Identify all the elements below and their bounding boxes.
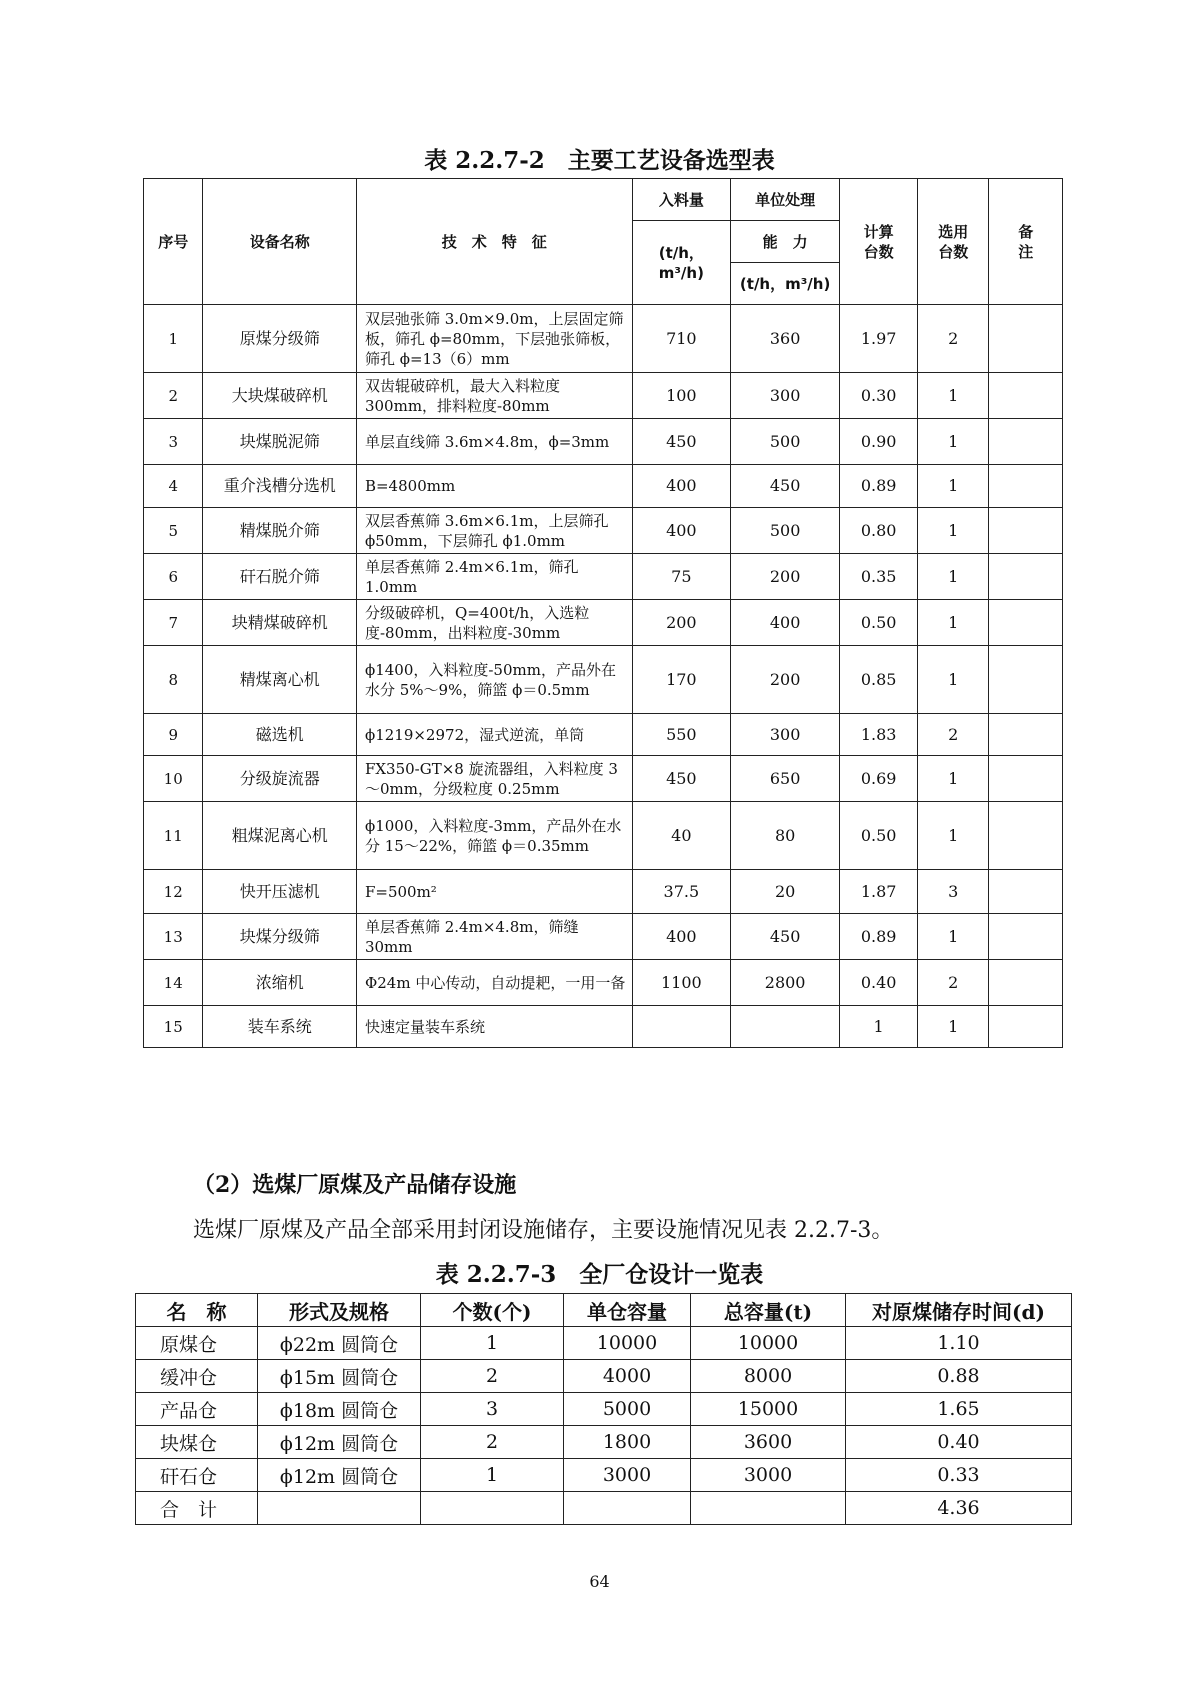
bunker-unit-capacity: 5000: [564, 1393, 691, 1426]
table-row: [144, 373, 1063, 419]
header-feed-unit-line2: m³/h): [658, 263, 704, 282]
bunker-spec: ϕ22m 圆筒仓: [258, 1327, 421, 1360]
tech-features: 单层香蕉筛 2.4m×6.1m，筛孔1.0mm: [356, 554, 632, 600]
remark: [989, 714, 1063, 756]
feed-rate: 75: [632, 554, 730, 600]
equipment-name: 块煤分级筛: [203, 914, 357, 960]
equipment-name: 重介浅槽分选机: [203, 465, 357, 508]
t2-header-total-capacity: 总容量(t): [691, 1294, 846, 1327]
equipment-name: 磁选机: [203, 714, 357, 756]
tech-features: 单层香蕉筛 2.4m×4.8m，筛缝30mm: [356, 914, 632, 960]
selected-units: 3: [918, 870, 989, 914]
t2-header-count: 个数(个): [421, 1294, 564, 1327]
feed-rate: 710: [632, 305, 730, 373]
storage-days: 4.36: [846, 1492, 1072, 1525]
header-capacity-unit: (t/h，m³/h): [731, 263, 840, 305]
tech-features: B=4800mm: [356, 465, 632, 508]
header-tech-features: 技 术 特 征: [356, 179, 632, 305]
remark: [989, 600, 1063, 646]
row-number: 14: [144, 960, 203, 1006]
selected-units: 2: [918, 960, 989, 1006]
unit-capacity: 450: [731, 465, 840, 508]
bunker-name: 产品仓: [136, 1393, 258, 1426]
unit-capacity: 450: [731, 914, 840, 960]
bunker-unit-capacity: 1800: [564, 1426, 691, 1459]
calculated-units: 1.97: [840, 305, 918, 373]
table-row: [144, 960, 1063, 1006]
selected-units: 1: [918, 508, 989, 554]
table-caption-2: 表 2.2.7-3 全厂仓设计一览表: [435, 1261, 764, 1288]
calculated-units: 1: [840, 1006, 918, 1048]
remark: [989, 802, 1063, 870]
tech-features: ϕ1000，入料粒度-3mm，产品外在水分 15～22%，筛篮 ϕ＝0.35mm: [356, 802, 632, 870]
remark: [989, 508, 1063, 554]
page-number: 64: [589, 1572, 610, 1591]
t2-header-spec: 形式及规格: [258, 1294, 421, 1327]
calculated-units: 0.40: [840, 960, 918, 1006]
tech-features: 双层弛张筛 3.0m×9.0m，上层固定筛板，筛孔 ϕ=80mm，下层弛张筛板，筛孔 ϕ=13（6）mm: [356, 305, 632, 373]
calculated-units: 0.89: [840, 465, 918, 508]
bunker-name: 合 计: [136, 1492, 258, 1525]
remark: [989, 305, 1063, 373]
selected-units: 2: [918, 714, 989, 756]
t2-header-unit-capacity: 单仓容量: [564, 1294, 691, 1327]
remark: [989, 914, 1063, 960]
tech-features: 快速定量装车系统: [356, 1006, 632, 1048]
selected-units: 2: [918, 305, 989, 373]
table-row: [144, 646, 1063, 714]
table-row: [144, 554, 1063, 600]
remark: [989, 465, 1063, 508]
table-row: [144, 305, 1063, 373]
selected-units: 1: [918, 756, 989, 802]
unit-capacity: 500: [731, 508, 840, 554]
bunker-spec: [258, 1492, 421, 1525]
bunker-count: 2: [421, 1360, 564, 1393]
feed-rate: 200: [632, 600, 730, 646]
header-calc-units-text: 计算台数: [863, 222, 894, 261]
unit-capacity: 200: [731, 646, 840, 714]
equipment-name: 矸石脱介筛: [203, 554, 357, 600]
equipment-name: 原煤分级筛: [203, 305, 357, 373]
section-paragraph: 选煤厂原煤及产品全部采用封闭设施储存，主要设施情况见表 2.2.7-3。: [193, 1218, 894, 1243]
row-number: 6: [144, 554, 203, 600]
calculated-units: 0.50: [840, 600, 918, 646]
equipment-name: 快开压滤机: [203, 870, 357, 914]
t2-header-storage-days: 对原煤储存时间(d): [846, 1294, 1072, 1327]
selected-units: 1: [918, 465, 989, 508]
bunker-name: 矸石仓: [136, 1459, 258, 1492]
selected-units: 1: [918, 373, 989, 419]
storage-days: 0.40: [846, 1426, 1072, 1459]
feed-rate: 450: [632, 419, 730, 465]
bunker-spec: ϕ18m 圆筒仓: [258, 1393, 421, 1426]
equipment-selection-table: [143, 178, 1063, 1048]
storage-days: 1.65: [846, 1393, 1072, 1426]
remark: [989, 960, 1063, 1006]
remark: [989, 756, 1063, 802]
tech-features: F=500m²: [356, 870, 632, 914]
feed-rate: 1100: [632, 960, 730, 1006]
tech-features: 分级破碎机，Q=400t/h，入选粒度-80mm，出料粒度-30mm: [356, 600, 632, 646]
unit-capacity: 300: [731, 373, 840, 419]
bunker-unit-capacity: 3000: [564, 1459, 691, 1492]
calculated-units: 1.87: [840, 870, 918, 914]
unit-capacity: 2800: [731, 960, 840, 1006]
calculated-units: 0.35: [840, 554, 918, 600]
storage-days: 0.33: [846, 1459, 1072, 1492]
bunker-name: 原煤仓: [136, 1327, 258, 1360]
section-heading: （2）选煤厂原煤及产品储存设施: [193, 1172, 517, 1198]
selected-units: 1: [918, 419, 989, 465]
selected-units: 1: [918, 802, 989, 870]
remark: [989, 554, 1063, 600]
table-row: [144, 870, 1063, 914]
equipment-name: 块精煤破碎机: [203, 600, 357, 646]
remark: [989, 870, 1063, 914]
header-feed: 入料量: [632, 179, 730, 221]
row-number: 2: [144, 373, 203, 419]
table-row: [144, 465, 1063, 508]
bunker-total-capacity: 8000: [691, 1360, 846, 1393]
bunker-spec: ϕ12m 圆筒仓: [258, 1459, 421, 1492]
feed-rate: 100: [632, 373, 730, 419]
table-row: [136, 1393, 1072, 1426]
bunker-unit-capacity: [564, 1492, 691, 1525]
row-number: 9: [144, 714, 203, 756]
equipment-name: 精煤脱介筛: [203, 508, 357, 554]
tech-features: 双层香蕉筛 3.6m×6.1m，上层筛孔 ϕ50mm，下层筛孔 ϕ1.0mm: [356, 508, 632, 554]
header-remark: [989, 179, 1063, 305]
row-number: 13: [144, 914, 203, 960]
table-row: [144, 802, 1063, 870]
feed-rate: 40: [632, 802, 730, 870]
unit-capacity: 400: [731, 600, 840, 646]
calculated-units: 0.89: [840, 914, 918, 960]
row-number: 4: [144, 465, 203, 508]
remark: [989, 373, 1063, 419]
row-number: 3: [144, 419, 203, 465]
equipment-name: 块煤脱泥筛: [203, 419, 357, 465]
feed-rate: 400: [632, 465, 730, 508]
bunker-name: 块煤仓: [136, 1426, 258, 1459]
bunker-name: 缓冲仓: [136, 1360, 258, 1393]
header-selected-units-text: 选用台数: [938, 222, 969, 261]
table-row: [144, 508, 1063, 554]
feed-rate: 400: [632, 914, 730, 960]
feed-rate: 400: [632, 508, 730, 554]
unit-capacity: 80: [731, 802, 840, 870]
row-number: 12: [144, 870, 203, 914]
tech-features: FX350-GT×8 旋流器组，入料粒度 3～0mm，分级粒度 0.25mm: [356, 756, 632, 802]
header-equipment-name: 设备名称: [203, 179, 357, 305]
unit-capacity: [731, 1006, 840, 1048]
bunker-total-capacity: 3600: [691, 1426, 846, 1459]
row-number: 10: [144, 756, 203, 802]
bunker-count: 1: [421, 1327, 564, 1360]
bunker-total-capacity: 10000: [691, 1327, 846, 1360]
tech-features: ϕ1219×2972，湿式逆流，单筒: [356, 714, 632, 756]
storage-days: 1.10: [846, 1327, 1072, 1360]
row-number: 5: [144, 508, 203, 554]
unit-capacity: 500: [731, 419, 840, 465]
calculated-units: 0.50: [840, 802, 918, 870]
table-row: [144, 1006, 1063, 1048]
row-number: 8: [144, 646, 203, 714]
selected-units: 1: [918, 646, 989, 714]
feed-rate: 170: [632, 646, 730, 714]
table-row: [144, 756, 1063, 802]
remark: [989, 1006, 1063, 1048]
table-row: [144, 914, 1063, 960]
equipment-name: 装车系统: [203, 1006, 357, 1048]
table-row: [136, 1327, 1072, 1360]
bunker-count: 1: [421, 1459, 564, 1492]
header-selected-units: [918, 179, 989, 305]
bunker-total-capacity: [691, 1492, 846, 1525]
table-row: [136, 1426, 1072, 1459]
unit-capacity: 650: [731, 756, 840, 802]
unit-capacity: 300: [731, 714, 840, 756]
remark: [989, 419, 1063, 465]
bunker-unit-capacity: 10000: [564, 1327, 691, 1360]
storage-days: 0.88: [846, 1360, 1072, 1393]
header-feed-unit: [632, 221, 730, 305]
equipment-name: 粗煤泥离心机: [203, 802, 357, 870]
row-number: 15: [144, 1006, 203, 1048]
calculated-units: 0.80: [840, 508, 918, 554]
header-remark-text: 备注: [1018, 222, 1034, 261]
feed-rate: [632, 1006, 730, 1048]
bunker-spec: ϕ15m 圆筒仓: [258, 1360, 421, 1393]
calculated-units: 0.30: [840, 373, 918, 419]
header-capacity-label: 能 力: [731, 221, 840, 263]
calculated-units: 0.85: [840, 646, 918, 714]
equipment-name: 分级旋流器: [203, 756, 357, 802]
unit-capacity: 200: [731, 554, 840, 600]
bunker-count: 2: [421, 1426, 564, 1459]
bunker-count: 3: [421, 1393, 564, 1426]
table-row: [144, 600, 1063, 646]
bunker-total-capacity: 3000: [691, 1459, 846, 1492]
equipment-name: 大块煤破碎机: [203, 373, 357, 419]
calculated-units: 0.90: [840, 419, 918, 465]
feed-rate: 37.5: [632, 870, 730, 914]
feed-rate: 450: [632, 756, 730, 802]
header-calc-units: [840, 179, 918, 305]
row-number: 11: [144, 802, 203, 870]
header-seq: 序号: [144, 179, 203, 305]
bunker-total-capacity: 15000: [691, 1393, 846, 1426]
header-feed-unit-line1: (t/h，: [658, 243, 704, 262]
table-row: [136, 1459, 1072, 1492]
row-number: 7: [144, 600, 203, 646]
bunker-unit-capacity: 4000: [564, 1360, 691, 1393]
equipment-name: 精煤离心机: [203, 646, 357, 714]
table-row: [144, 714, 1063, 756]
tech-features: Φ24m 中心传动，自动提耙，一用一备: [356, 960, 632, 1006]
remark: [989, 646, 1063, 714]
row-number: 1: [144, 305, 203, 373]
table-caption: 表 2.2.7-2 主要工艺设备选型表: [424, 147, 775, 174]
header-unit-capacity: 单位处理: [731, 179, 840, 221]
feed-rate: 550: [632, 714, 730, 756]
unit-capacity: 20: [731, 870, 840, 914]
selected-units: 1: [918, 600, 989, 646]
t2-header-name: 名 称: [136, 1294, 258, 1327]
tech-features: ϕ1400，入料粒度-50mm，产品外在水分 5%～9%，筛篮 ϕ＝0.5mm: [356, 646, 632, 714]
selected-units: 1: [918, 914, 989, 960]
calculated-units: 0.69: [840, 756, 918, 802]
calculated-units: 1.83: [840, 714, 918, 756]
selected-units: 1: [918, 554, 989, 600]
table-row: [136, 1360, 1072, 1393]
tech-features: 单层直线筛 3.6m×4.8m，ϕ=3mm: [356, 419, 632, 465]
table-row: [136, 1492, 1072, 1525]
equipment-name: 浓缩机: [203, 960, 357, 1006]
bunker-spec: ϕ12m 圆筒仓: [258, 1426, 421, 1459]
unit-capacity: 360: [731, 305, 840, 373]
selected-units: 1: [918, 1006, 989, 1048]
bunker-design-table: [135, 1293, 1072, 1525]
bunker-count: [421, 1492, 564, 1525]
tech-features: 双齿辊破碎机，最大入料粒度300mm，排料粒度-80mm: [356, 373, 632, 419]
table-row: [144, 419, 1063, 465]
